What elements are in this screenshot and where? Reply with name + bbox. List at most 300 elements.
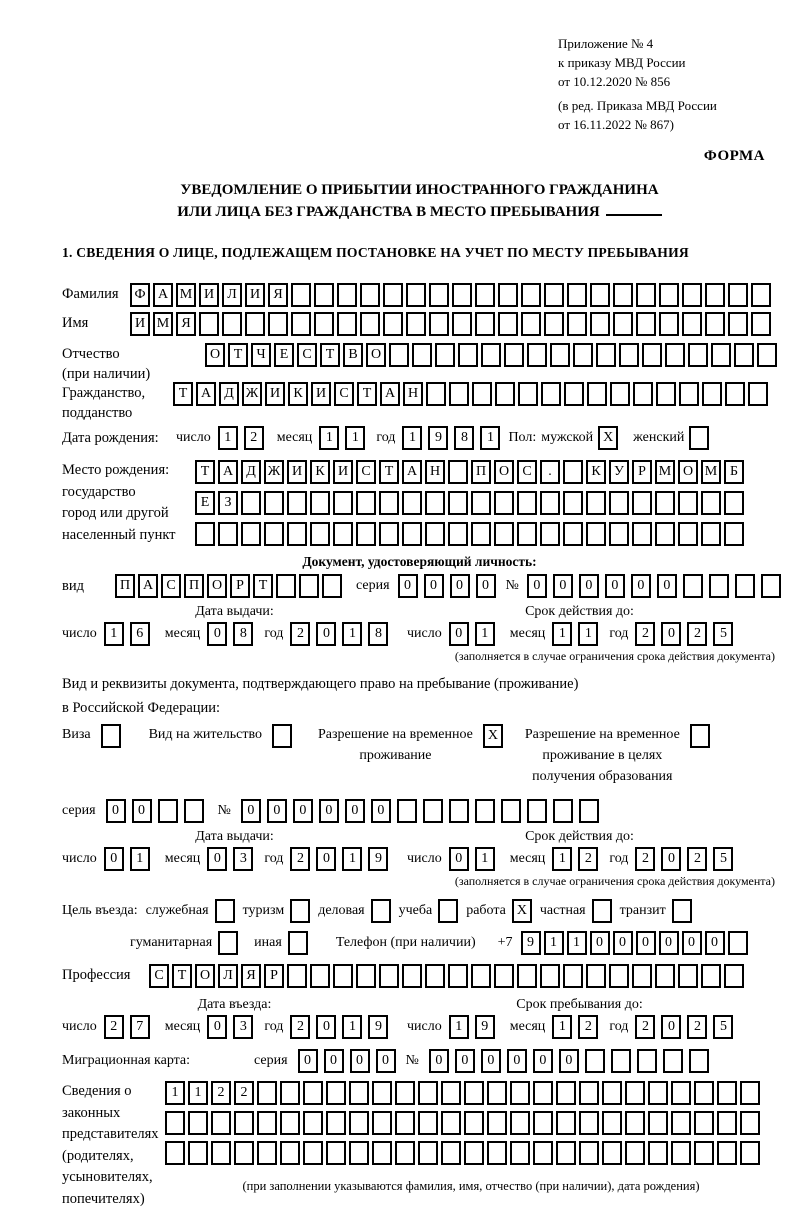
char-cell[interactable]: [633, 382, 653, 406]
char-cell[interactable]: 0: [527, 574, 547, 598]
doc-series-input[interactable]: [398, 574, 496, 598]
char-cell[interactable]: О: [205, 343, 225, 367]
char-cell[interactable]: [441, 1141, 461, 1165]
char-cell[interactable]: [429, 312, 449, 336]
char-cell[interactable]: [541, 382, 561, 406]
char-cell[interactable]: 0: [661, 847, 681, 871]
char-cell[interactable]: [349, 1141, 369, 1165]
char-cell[interactable]: 1: [104, 622, 124, 646]
char-cell[interactable]: 0: [207, 847, 227, 871]
residence-issue-year[interactable]: [290, 847, 388, 871]
purpose-official-checkbox[interactable]: [215, 899, 235, 923]
purpose-study-checkbox[interactable]: [438, 899, 458, 923]
char-cell[interactable]: [678, 964, 698, 988]
char-cell[interactable]: [268, 312, 288, 336]
char-cell[interactable]: [310, 491, 330, 515]
char-cell[interactable]: В: [343, 343, 363, 367]
char-cell[interactable]: Д: [241, 460, 261, 484]
char-cell[interactable]: [694, 1141, 714, 1165]
char-cell[interactable]: [264, 522, 284, 546]
char-cell[interactable]: 0: [316, 1015, 336, 1039]
char-cell[interactable]: 1: [218, 426, 238, 450]
char-cell[interactable]: К: [310, 460, 330, 484]
char-cell[interactable]: [211, 1111, 231, 1135]
char-cell[interactable]: И: [287, 460, 307, 484]
char-cell[interactable]: 0: [657, 574, 677, 598]
char-cell[interactable]: [682, 312, 702, 336]
char-cell[interactable]: [586, 522, 606, 546]
char-cell[interactable]: [188, 1111, 208, 1135]
char-cell[interactable]: [379, 522, 399, 546]
char-cell[interactable]: [689, 1049, 709, 1073]
char-cell[interactable]: [579, 799, 599, 823]
char-cell[interactable]: 1: [475, 622, 495, 646]
char-cell[interactable]: 1: [449, 1015, 469, 1039]
char-cell[interactable]: 0: [376, 1049, 396, 1073]
char-cell[interactable]: [425, 522, 445, 546]
char-cell[interactable]: [724, 522, 744, 546]
char-cell[interactable]: 1: [567, 931, 587, 955]
char-cell[interactable]: [632, 522, 652, 546]
char-cell[interactable]: Т: [195, 460, 215, 484]
residence-valid-year[interactable]: [635, 847, 733, 871]
char-cell[interactable]: [556, 1111, 576, 1135]
char-cell[interactable]: [241, 522, 261, 546]
char-cell[interactable]: [563, 460, 583, 484]
residence-number-input[interactable]: [241, 799, 599, 823]
char-cell[interactable]: [333, 491, 353, 515]
char-cell[interactable]: [438, 899, 458, 923]
char-cell[interactable]: [679, 382, 699, 406]
char-cell[interactable]: [501, 799, 521, 823]
char-cell[interactable]: [418, 1141, 438, 1165]
char-cell[interactable]: [705, 283, 725, 307]
char-cell[interactable]: [234, 1111, 254, 1135]
char-cell[interactable]: 0: [241, 799, 261, 823]
char-cell[interactable]: [101, 724, 121, 748]
char-cell[interactable]: И: [265, 382, 285, 406]
char-cell[interactable]: О: [366, 343, 386, 367]
char-cell[interactable]: [659, 312, 679, 336]
residence-issue-month[interactable]: [207, 847, 253, 871]
char-cell[interactable]: 1: [552, 622, 572, 646]
char-cell[interactable]: [418, 1081, 438, 1105]
char-cell[interactable]: 2: [635, 1015, 655, 1039]
char-cell[interactable]: [521, 283, 541, 307]
char-cell[interactable]: [379, 964, 399, 988]
char-cell[interactable]: Т: [228, 343, 248, 367]
char-cell[interactable]: 0: [293, 799, 313, 823]
char-cell[interactable]: [425, 964, 445, 988]
char-cell[interactable]: [337, 283, 357, 307]
char-cell[interactable]: [636, 312, 656, 336]
char-cell[interactable]: 2: [290, 1015, 310, 1039]
char-cell[interactable]: [441, 1111, 461, 1135]
char-cell[interactable]: [333, 964, 353, 988]
char-cell[interactable]: [540, 522, 560, 546]
char-cell[interactable]: [395, 1111, 415, 1135]
char-cell[interactable]: 0: [324, 1049, 344, 1073]
char-cell[interactable]: [655, 522, 675, 546]
char-cell[interactable]: 0: [659, 931, 679, 955]
char-cell[interactable]: [701, 522, 721, 546]
char-cell[interactable]: [195, 522, 215, 546]
char-cell[interactable]: [322, 574, 342, 598]
char-cell[interactable]: 0: [605, 574, 625, 598]
char-cell[interactable]: [613, 312, 633, 336]
char-cell[interactable]: 5: [713, 1015, 733, 1039]
char-cell[interactable]: Н: [425, 460, 445, 484]
char-cell[interactable]: [596, 343, 616, 367]
char-cell[interactable]: М: [655, 460, 675, 484]
char-cell[interactable]: М: [176, 283, 196, 307]
char-cell[interactable]: 0: [661, 1015, 681, 1039]
char-cell[interactable]: [326, 1141, 346, 1165]
char-cell[interactable]: [449, 799, 469, 823]
char-cell[interactable]: О: [678, 460, 698, 484]
char-cell[interactable]: [475, 312, 495, 336]
char-cell[interactable]: [728, 931, 748, 955]
char-cell[interactable]: [671, 1111, 691, 1135]
char-cell[interactable]: [705, 312, 725, 336]
doc-valid-day[interactable]: [449, 622, 495, 646]
char-cell[interactable]: У: [609, 460, 629, 484]
purpose-humanitarian-checkbox[interactable]: [218, 931, 238, 955]
char-cell[interactable]: [556, 1141, 576, 1165]
char-cell[interactable]: [690, 724, 710, 748]
char-cell[interactable]: С: [161, 574, 181, 598]
char-cell[interactable]: 0: [533, 1049, 553, 1073]
char-cell[interactable]: [349, 1081, 369, 1105]
char-cell[interactable]: [563, 522, 583, 546]
char-cell[interactable]: [717, 1141, 737, 1165]
char-cell[interactable]: [671, 1081, 691, 1105]
char-cell[interactable]: X: [598, 426, 618, 450]
char-cell[interactable]: [590, 312, 610, 336]
char-cell[interactable]: [517, 491, 537, 515]
char-cell[interactable]: [567, 283, 587, 307]
char-cell[interactable]: 2: [104, 1015, 124, 1039]
char-cell[interactable]: [672, 899, 692, 923]
char-cell[interactable]: Р: [632, 460, 652, 484]
char-cell[interactable]: [734, 343, 754, 367]
char-cell[interactable]: 8: [233, 622, 253, 646]
char-cell[interactable]: И: [311, 382, 331, 406]
char-cell[interactable]: 2: [635, 847, 655, 871]
doc-number-input[interactable]: [527, 574, 781, 598]
char-cell[interactable]: М: [153, 312, 173, 336]
char-cell[interactable]: 1: [345, 426, 365, 450]
char-cell[interactable]: 0: [590, 931, 610, 955]
char-cell[interactable]: 1: [165, 1081, 185, 1105]
edu-permit-checkbox[interactable]: [690, 724, 710, 748]
char-cell[interactable]: 1: [130, 847, 150, 871]
char-cell[interactable]: [291, 312, 311, 336]
purpose-work-checkbox[interactable]: [512, 899, 532, 923]
char-cell[interactable]: 0: [106, 799, 126, 823]
char-cell[interactable]: А: [380, 382, 400, 406]
char-cell[interactable]: [590, 283, 610, 307]
char-cell[interactable]: [632, 964, 652, 988]
visa-checkbox[interactable]: [101, 724, 121, 748]
temp-permit-checkbox[interactable]: [483, 724, 503, 748]
char-cell[interactable]: [383, 283, 403, 307]
char-cell[interactable]: П: [184, 574, 204, 598]
char-cell[interactable]: [648, 1141, 668, 1165]
char-cell[interactable]: 0: [705, 931, 725, 955]
char-cell[interactable]: [671, 1141, 691, 1165]
birthplace-row2-input[interactable]: [195, 491, 744, 515]
char-cell[interactable]: [199, 312, 219, 336]
char-cell[interactable]: [602, 1141, 622, 1165]
char-cell[interactable]: 9: [475, 1015, 495, 1039]
char-cell[interactable]: 0: [481, 1049, 501, 1073]
char-cell[interactable]: [299, 574, 319, 598]
char-cell[interactable]: [402, 964, 422, 988]
char-cell[interactable]: [728, 312, 748, 336]
char-cell[interactable]: [648, 1111, 668, 1135]
char-cell[interactable]: [498, 283, 518, 307]
char-cell[interactable]: И: [199, 283, 219, 307]
char-cell[interactable]: 0: [424, 574, 444, 598]
char-cell[interactable]: 0: [207, 1015, 227, 1039]
char-cell[interactable]: [412, 343, 432, 367]
gender-male-checkbox[interactable]: [598, 426, 618, 450]
char-cell[interactable]: [748, 382, 768, 406]
residence-series-input[interactable]: [106, 799, 204, 823]
char-cell[interactable]: [688, 343, 708, 367]
char-cell[interactable]: [280, 1081, 300, 1105]
char-cell[interactable]: [494, 964, 514, 988]
char-cell[interactable]: [472, 382, 492, 406]
char-cell[interactable]: 0: [449, 847, 469, 871]
char-cell[interactable]: [429, 283, 449, 307]
representatives-row1-input[interactable]: [165, 1081, 777, 1105]
char-cell[interactable]: 0: [398, 574, 418, 598]
doc-valid-year[interactable]: [635, 622, 733, 646]
char-cell[interactable]: 0: [553, 574, 573, 598]
char-cell[interactable]: [563, 491, 583, 515]
char-cell[interactable]: С: [149, 964, 169, 988]
purpose-other-checkbox[interactable]: [288, 931, 308, 955]
char-cell[interactable]: [441, 1081, 461, 1105]
char-cell[interactable]: 5: [713, 847, 733, 871]
char-cell[interactable]: [475, 283, 495, 307]
char-cell[interactable]: [564, 382, 584, 406]
char-cell[interactable]: Я: [268, 283, 288, 307]
char-cell[interactable]: [287, 491, 307, 515]
char-cell[interactable]: 2: [578, 847, 598, 871]
char-cell[interactable]: С: [356, 460, 376, 484]
char-cell[interactable]: 3: [233, 1015, 253, 1039]
char-cell[interactable]: [533, 1141, 553, 1165]
char-cell[interactable]: [586, 964, 606, 988]
char-cell[interactable]: 0: [350, 1049, 370, 1073]
mc-number-input[interactable]: [429, 1049, 709, 1073]
char-cell[interactable]: [619, 343, 639, 367]
char-cell[interactable]: [724, 491, 744, 515]
char-cell[interactable]: [257, 1111, 277, 1135]
residence-valid-day[interactable]: [449, 847, 495, 871]
char-cell[interactable]: [464, 1081, 484, 1105]
char-cell[interactable]: [211, 1141, 231, 1165]
char-cell[interactable]: [648, 1081, 668, 1105]
char-cell[interactable]: [475, 799, 495, 823]
char-cell[interactable]: [356, 522, 376, 546]
char-cell[interactable]: [602, 1111, 622, 1135]
char-cell[interactable]: 6: [130, 622, 150, 646]
char-cell[interactable]: [495, 382, 515, 406]
char-cell[interactable]: [303, 1111, 323, 1135]
doc-issue-day[interactable]: [104, 622, 150, 646]
purpose-private-checkbox[interactable]: [592, 899, 612, 923]
char-cell[interactable]: [724, 964, 744, 988]
char-cell[interactable]: Ж: [242, 382, 262, 406]
char-cell[interactable]: [389, 343, 409, 367]
char-cell[interactable]: 2: [290, 847, 310, 871]
char-cell[interactable]: [682, 283, 702, 307]
mc-series-input[interactable]: [298, 1049, 396, 1073]
char-cell[interactable]: 0: [298, 1049, 318, 1073]
char-cell[interactable]: [740, 1111, 760, 1135]
char-cell[interactable]: [701, 964, 721, 988]
char-cell[interactable]: [610, 382, 630, 406]
doc-issue-month[interactable]: [207, 622, 253, 646]
char-cell[interactable]: 1: [552, 1015, 572, 1039]
char-cell[interactable]: [663, 1049, 683, 1073]
char-cell[interactable]: [458, 343, 478, 367]
char-cell[interactable]: [303, 1081, 323, 1105]
char-cell[interactable]: [728, 283, 748, 307]
char-cell[interactable]: [592, 899, 612, 923]
char-cell[interactable]: Т: [172, 964, 192, 988]
char-cell[interactable]: А: [218, 460, 238, 484]
char-cell[interactable]: З: [218, 491, 238, 515]
char-cell[interactable]: А: [138, 574, 158, 598]
char-cell[interactable]: 7: [130, 1015, 150, 1039]
char-cell[interactable]: [701, 491, 721, 515]
char-cell[interactable]: [448, 491, 468, 515]
char-cell[interactable]: 0: [559, 1049, 579, 1073]
residence-issue-day[interactable]: [104, 847, 150, 871]
doc-issue-year[interactable]: [290, 622, 388, 646]
char-cell[interactable]: 0: [450, 574, 470, 598]
char-cell[interactable]: [371, 899, 391, 923]
char-cell[interactable]: [165, 1111, 185, 1135]
char-cell[interactable]: [611, 1049, 631, 1073]
char-cell[interactable]: 0: [682, 931, 702, 955]
entry-day[interactable]: [104, 1015, 150, 1039]
char-cell[interactable]: И: [333, 460, 353, 484]
birthplace-row1-input[interactable]: [195, 460, 744, 484]
char-cell[interactable]: [471, 491, 491, 515]
gender-female-checkbox[interactable]: [689, 426, 709, 450]
char-cell[interactable]: [471, 522, 491, 546]
char-cell[interactable]: Е: [195, 491, 215, 515]
char-cell[interactable]: 0: [371, 799, 391, 823]
char-cell[interactable]: М: [701, 460, 721, 484]
char-cell[interactable]: [694, 1111, 714, 1135]
char-cell[interactable]: [218, 931, 238, 955]
char-cell[interactable]: Н: [403, 382, 423, 406]
char-cell[interactable]: 0: [104, 847, 124, 871]
char-cell[interactable]: 1: [342, 847, 362, 871]
char-cell[interactable]: [464, 1111, 484, 1135]
char-cell[interactable]: Р: [264, 964, 284, 988]
char-cell[interactable]: [694, 1081, 714, 1105]
char-cell[interactable]: [383, 312, 403, 336]
char-cell[interactable]: 9: [521, 931, 541, 955]
char-cell[interactable]: [655, 964, 675, 988]
doc-valid-month[interactable]: [552, 622, 598, 646]
char-cell[interactable]: [448, 460, 468, 484]
char-cell[interactable]: 0: [579, 574, 599, 598]
char-cell[interactable]: 2: [687, 622, 707, 646]
char-cell[interactable]: [683, 574, 703, 598]
char-cell[interactable]: [349, 1111, 369, 1135]
char-cell[interactable]: X: [483, 724, 503, 748]
char-cell[interactable]: [310, 964, 330, 988]
char-cell[interactable]: 1: [544, 931, 564, 955]
char-cell[interactable]: 8: [454, 426, 474, 450]
birth-day-input[interactable]: [218, 426, 264, 450]
char-cell[interactable]: [510, 1081, 530, 1105]
char-cell[interactable]: [426, 382, 446, 406]
char-cell[interactable]: [452, 312, 472, 336]
char-cell[interactable]: [397, 799, 417, 823]
name-input[interactable]: [130, 312, 771, 336]
char-cell[interactable]: [372, 1081, 392, 1105]
char-cell[interactable]: [725, 382, 745, 406]
char-cell[interactable]: [579, 1111, 599, 1135]
char-cell[interactable]: [234, 1141, 254, 1165]
char-cell[interactable]: [579, 1141, 599, 1165]
char-cell[interactable]: П: [115, 574, 135, 598]
char-cell[interactable]: [553, 799, 573, 823]
char-cell[interactable]: Б: [724, 460, 744, 484]
char-cell[interactable]: [280, 1141, 300, 1165]
birth-year-input[interactable]: [402, 426, 500, 450]
char-cell[interactable]: [587, 382, 607, 406]
profession-input[interactable]: [149, 964, 744, 988]
purpose-transit-checkbox[interactable]: [672, 899, 692, 923]
char-cell[interactable]: Л: [222, 283, 242, 307]
char-cell[interactable]: [222, 312, 242, 336]
char-cell[interactable]: [360, 312, 380, 336]
char-cell[interactable]: А: [153, 283, 173, 307]
char-cell[interactable]: [402, 491, 422, 515]
char-cell[interactable]: 0: [132, 799, 152, 823]
char-cell[interactable]: [257, 1141, 277, 1165]
char-cell[interactable]: К: [288, 382, 308, 406]
char-cell[interactable]: [356, 964, 376, 988]
char-cell[interactable]: [218, 522, 238, 546]
char-cell[interactable]: 1: [475, 847, 495, 871]
purpose-tourism-checkbox[interactable]: [290, 899, 310, 923]
char-cell[interactable]: Д: [219, 382, 239, 406]
char-cell[interactable]: [740, 1081, 760, 1105]
char-cell[interactable]: [290, 899, 310, 923]
char-cell[interactable]: [287, 964, 307, 988]
char-cell[interactable]: [510, 1141, 530, 1165]
stay-day[interactable]: [449, 1015, 495, 1039]
char-cell[interactable]: [717, 1081, 737, 1105]
char-cell[interactable]: С: [517, 460, 537, 484]
char-cell[interactable]: 1: [480, 426, 500, 450]
char-cell[interactable]: [751, 283, 771, 307]
char-cell[interactable]: [402, 522, 422, 546]
char-cell[interactable]: [395, 1081, 415, 1105]
